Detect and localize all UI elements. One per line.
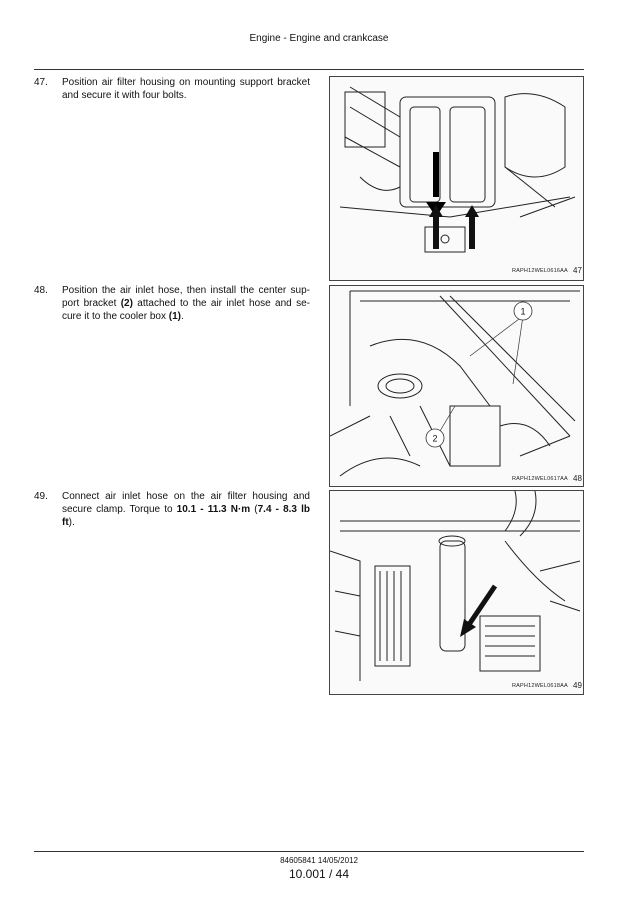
figure-48-code: RAPH12WEL0617AA <box>512 476 568 482</box>
step-47-number: 47. <box>34 77 48 88</box>
callout-2: 2 <box>432 433 438 444</box>
figure-49-number: 49 <box>573 681 582 690</box>
figure-47 <box>329 76 584 281</box>
figure-47-illustration <box>330 77 583 280</box>
page-header-title: Engine - Engine and crankcase <box>249 33 389 44</box>
step-49-text: Connect air inlet hose on the air filter housing and secure clamp. Torque to 10.1 - 11.3 N·m (7.4 - 8.3 lb ft). <box>62 491 310 528</box>
step-49-number: 49. <box>34 491 48 502</box>
figure-48-illustration <box>330 286 583 486</box>
figure-48-number: 48 <box>573 474 582 483</box>
footer-rule <box>34 851 584 852</box>
step-47-text: Position air filter housing on mounting support bracket and secure it with four bolts. <box>62 77 310 101</box>
figure-49-illustration <box>330 491 583 694</box>
step-48-number: 48. <box>34 285 48 296</box>
footer-doc-id: 84605841 14/05/2012 <box>280 856 358 865</box>
figure-47-code: RAPH12WEL0616AA <box>512 268 568 274</box>
figure-49-code: RAPH12WEL0618AA <box>512 683 568 689</box>
figure-48 <box>329 285 584 487</box>
figure-47-number: 47 <box>573 266 582 275</box>
callout-1: 1 <box>520 306 526 317</box>
figure-49 <box>329 490 584 695</box>
footer-page-number: 10.001 / 44 <box>288 867 350 881</box>
header-rule <box>34 69 584 70</box>
step-48-text: Position the air inlet hose, then install the center sup-port bracket (2) attached to the air inlet hose and se-cure it to the cooler box (1). <box>62 285 310 322</box>
